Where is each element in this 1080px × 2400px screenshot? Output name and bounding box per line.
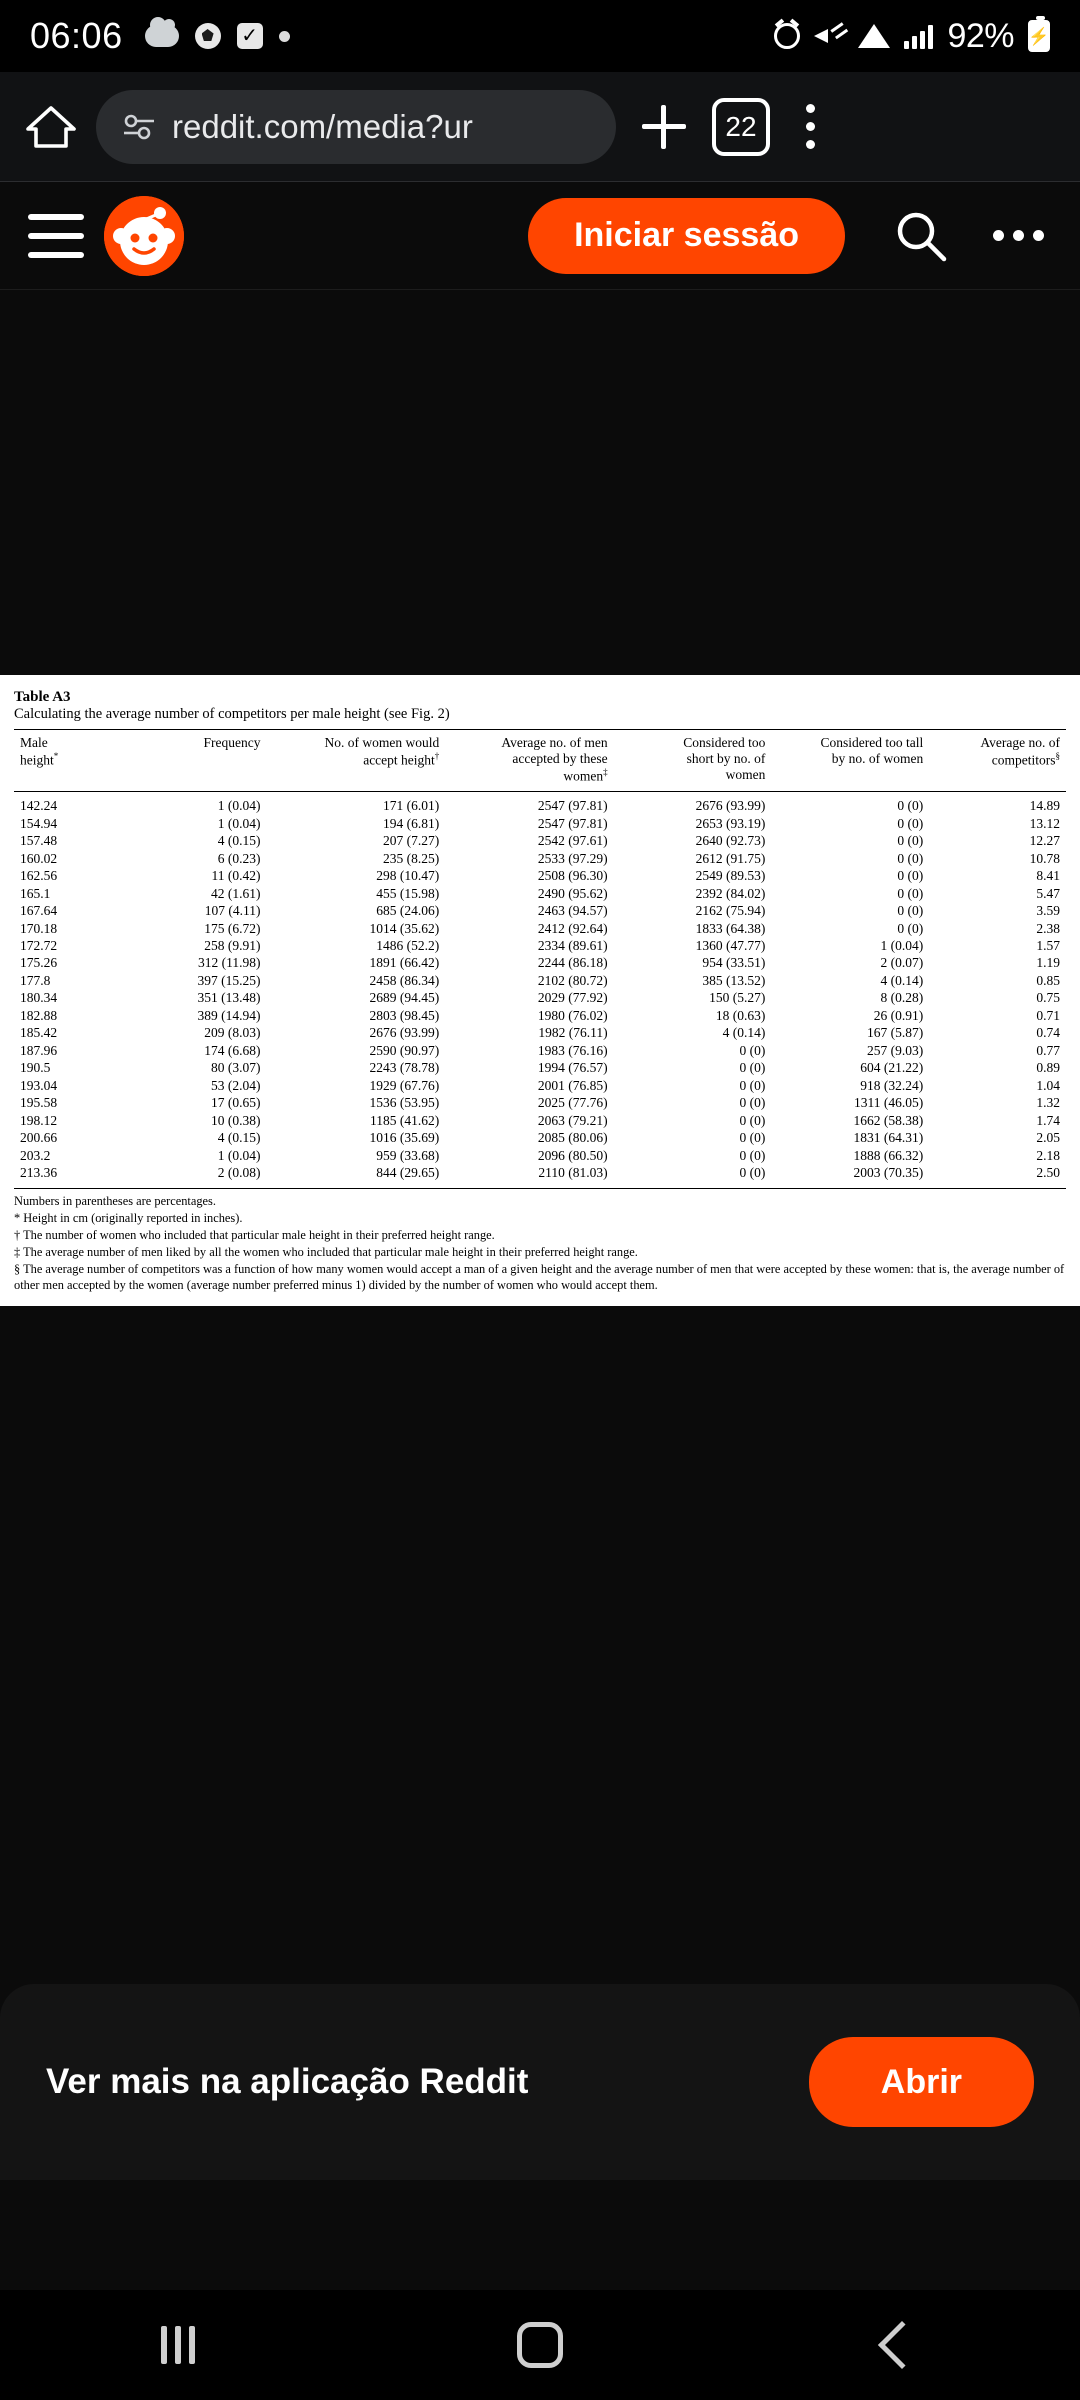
table-row: [14, 815, 1066, 832]
table-cell: 1891 (66.42): [369, 955, 440, 971]
table-cell: 2.38: [1036, 920, 1060, 936]
table-cell: 1 (0.04): [217, 815, 261, 831]
table-cell: 0 (0): [897, 833, 924, 849]
table-cell: 80 (3.07): [210, 1060, 261, 1076]
home-icon[interactable]: [24, 100, 78, 154]
table-header: [14, 730, 1066, 792]
table-cell: 2689 (94.45): [369, 990, 440, 1006]
table-cell: 13.12: [1029, 815, 1060, 831]
table-cell: 1360 (47.77): [695, 938, 766, 954]
table-cell: 1833 (64.38): [695, 920, 766, 936]
app-promo-banner: [0, 1984, 1080, 2180]
col-header-too-tall: Considered too tall by no. of women: [771, 730, 929, 792]
media-viewer[interactable]: [0, 290, 1080, 2290]
table-row: [14, 972, 1066, 989]
table-cell: 2533 (97.29): [537, 850, 608, 866]
status-system-icons: [774, 17, 1050, 56]
table-cell: 1 (0.04): [217, 1147, 261, 1163]
table-cell: 298 (10.47): [376, 868, 440, 884]
plus-icon[interactable]: [634, 97, 694, 157]
col-header-male-height: Male height*: [14, 730, 130, 792]
table-row: [14, 1130, 1066, 1147]
table-cell: 1.74: [1036, 1112, 1060, 1128]
table-row: [14, 1007, 1066, 1024]
table-cell: 171 (6.01): [383, 798, 440, 814]
table-cell: 2102 (80.72): [537, 972, 608, 988]
table-image: [0, 675, 1080, 1306]
table-cell: 11 (0.42): [211, 868, 261, 884]
table-cell: 2542 (97.61): [537, 833, 608, 849]
table-cell: 2025 (77.76): [537, 1095, 608, 1111]
table-cell: 1.04: [1036, 1077, 1060, 1093]
status-clock: 06:06: [30, 15, 123, 56]
table-cell: 2640 (92.73): [695, 833, 766, 849]
table-cell: 0 (0): [739, 1077, 766, 1093]
col-header-too-short: Considered too short by no. of women: [614, 730, 772, 792]
wifi-icon: [858, 24, 890, 48]
battery-icon: ⚡: [1028, 20, 1050, 52]
table-cell: 2463 (94.57): [537, 903, 608, 919]
table-row: [14, 1042, 1066, 1059]
table-cell: 2.05: [1036, 1130, 1060, 1146]
table-title: Table A3: [14, 689, 71, 705]
table-footnote: ‡ The average number of men liked by all the women who included that particular male height in their preferred height range.: [14, 1244, 638, 1259]
table-cell: 187.96: [20, 1042, 58, 1058]
table-cell: 2458 (86.34): [369, 972, 440, 988]
col-header-frequency: Frequency: [130, 730, 267, 792]
table-cell: 844 (29.65): [376, 1165, 440, 1181]
table-cell: 0 (0): [897, 920, 924, 936]
url-text[interactable]: reddit.com/media?ur: [172, 107, 473, 145]
url-bar[interactable]: [96, 90, 616, 164]
table-row: [14, 1060, 1066, 1077]
table-cell: 2612 (91.75): [695, 850, 766, 866]
table-cell: 1.32: [1036, 1095, 1060, 1111]
table-cell: 2029 (77.92): [537, 990, 608, 1006]
table-row: [14, 903, 1066, 920]
col-header-women-accept: No. of women would accept height†: [266, 730, 445, 792]
cloud-icon: [145, 25, 179, 47]
reddit-header: [0, 182, 1080, 290]
table-cell: 175 (6.72): [204, 920, 261, 936]
table-cell: 10.78: [1029, 850, 1060, 866]
table-cell: 42 (1.61): [210, 885, 261, 901]
table-cell: 1016 (35.69): [369, 1130, 440, 1146]
table-cell: 2803 (98.45): [369, 1007, 440, 1023]
table-cell: 0 (0): [739, 1130, 766, 1146]
table-body: [14, 792, 1066, 1188]
table-cell: 0 (0): [897, 903, 924, 919]
dot-icon: [279, 31, 290, 42]
table-cell: 0 (0): [739, 1060, 766, 1076]
table-cell: 107 (4.11): [204, 903, 261, 919]
table-row: [14, 868, 1066, 885]
table-cell: 389 (14.94): [197, 1007, 261, 1023]
table-cell: 1185 (41.62): [370, 1112, 440, 1128]
col-header-men-accepted: Average no. of men accepted by these women‡: [445, 730, 613, 792]
table-cell: 351 (13.48): [197, 990, 261, 1006]
table-cell: 2063 (79.21): [537, 1112, 608, 1128]
table-cell: 180.34: [20, 990, 58, 1006]
table-cell: 0.75: [1036, 990, 1060, 1006]
status-bar: [0, 0, 1080, 72]
kebab-menu-icon[interactable]: [788, 98, 832, 156]
battery-percent-label: 92%: [947, 16, 1014, 55]
table-cell: 12.27: [1029, 833, 1060, 849]
table-footnotes: [14, 1188, 1066, 1294]
status-notification-icons: [145, 23, 290, 49]
table-row: [14, 1077, 1066, 1094]
table-cell: 2508 (96.30): [537, 868, 608, 884]
table-cell: 0.89: [1036, 1060, 1060, 1076]
table-cell: 1983 (76.16): [537, 1042, 608, 1058]
recents-icon[interactable]: [161, 2326, 195, 2364]
table-cell: 4 (0.15): [217, 833, 261, 849]
table-cell: 0.85: [1036, 972, 1060, 988]
table-cell: 2676 (93.99): [369, 1025, 440, 1041]
table-cell: 174 (6.68): [204, 1042, 261, 1058]
table-cell: 0.71: [1036, 1007, 1060, 1023]
table-cell: 954 (33.51): [702, 955, 766, 971]
alarm-icon: [774, 23, 800, 49]
app-promo-text: Ver mais na aplicação Reddit: [46, 2062, 529, 2101]
table-cell: 1 (0.04): [217, 798, 261, 814]
login-button[interactable]: Iniciar sessão: [528, 198, 845, 274]
table-cell: 2490 (95.62): [537, 885, 608, 901]
table-cell: 1.57: [1036, 938, 1060, 954]
table-cell: 1831 (64.31): [853, 1130, 924, 1146]
table-cell: 185.42: [20, 1025, 58, 1041]
table-cell: 182.88: [20, 1007, 58, 1023]
table-cell: 213.36: [20, 1165, 58, 1181]
table-cell: 160.02: [20, 850, 58, 866]
table-row: [14, 1025, 1066, 1042]
table-cell: 190.5: [20, 1060, 51, 1076]
table-cell: 0 (0): [739, 1165, 766, 1181]
table-cell: 2334 (89.61): [537, 938, 608, 954]
table-cell: 157.48: [20, 833, 58, 849]
table-cell: 0 (0): [897, 815, 924, 831]
table-cell: 8 (0.28): [880, 990, 924, 1006]
table-cell: 142.24: [20, 798, 58, 814]
table-cell: 685 (24.06): [376, 903, 440, 919]
table-cell: 1014 (35.62): [369, 920, 440, 936]
table-footnote: * Height in cm (originally reported in inches).: [14, 1210, 243, 1225]
table-cell: 2676 (93.99): [695, 798, 766, 814]
table-cell: 918 (32.24): [860, 1077, 924, 1093]
table-cell: 2244 (86.18): [537, 955, 608, 971]
signal-icon: [904, 23, 933, 49]
table-cell: 167.64: [20, 903, 58, 919]
table-footnote: Numbers in parentheses are percentages.: [14, 1193, 216, 1208]
table-cell: 0 (0): [897, 850, 924, 866]
table-cell: 4 (0.14): [722, 1025, 766, 1041]
table-cell: 455 (15.98): [376, 885, 440, 901]
table-row: [14, 1165, 1066, 1188]
table-cell: 1929 (67.76): [369, 1077, 440, 1093]
table-cell: 0 (0): [739, 1042, 766, 1058]
table-footnote: § The average number of competitors was a function of how many women would accept a man of a given height and the average number of men that were accepted by these women: that is, the average number of other men accepted by the women (average number preferred minus 1) divided by the number of women who would accept them.: [14, 1262, 1065, 1293]
browser-toolbar: [0, 72, 1080, 182]
table-cell: 1982 (76.11): [538, 1025, 608, 1041]
table-cell: 198.12: [20, 1112, 58, 1128]
table-cell: 2 (0.08): [217, 1165, 261, 1181]
table-row: [14, 850, 1066, 867]
system-nav-bar: [0, 2290, 1080, 2400]
table-cell: 604 (21.22): [860, 1060, 924, 1076]
table-row: [14, 955, 1066, 972]
table-cell: 2110 (81.03): [538, 1165, 608, 1181]
reddit-logo-icon[interactable]: [104, 196, 184, 276]
table-cell: 1888 (66.32): [853, 1147, 924, 1163]
table-cell: 1.19: [1036, 955, 1060, 971]
col-header-competitors: Average no. of competitors§: [929, 730, 1066, 792]
home-button-icon[interactable]: [517, 2322, 563, 2368]
more-options-icon[interactable]: [993, 230, 1044, 241]
table-row: [14, 990, 1066, 1007]
table-cell: 2549 (89.53): [695, 868, 766, 884]
table-cell: 18 (0.63): [715, 1007, 766, 1023]
table-cell: 175.26: [20, 955, 58, 971]
data-table: [14, 729, 1066, 1188]
table-row: [14, 833, 1066, 850]
table-cell: 154.94: [20, 815, 58, 831]
table-cell: 2590 (90.97): [369, 1042, 440, 1058]
table-cell: 2.18: [1036, 1147, 1060, 1163]
table-subtitle: Calculating the average number of competitors per male height (see Fig. 2): [14, 706, 450, 722]
table-cell: 2003 (70.35): [853, 1165, 924, 1181]
table-cell: 1311 (46.05): [853, 1095, 924, 1111]
table-cell: 4 (0.14): [880, 972, 924, 988]
table-cell: 258 (9.91): [204, 938, 261, 954]
table-cell: 235 (8.25): [383, 850, 440, 866]
table-cell: 1 (0.04): [880, 938, 924, 954]
table-cell: 10 (0.38): [210, 1112, 261, 1128]
table-cell: 195.58: [20, 1095, 58, 1111]
table-cell: 1662 (58.38): [853, 1112, 924, 1128]
table-cell: 207 (7.27): [383, 833, 440, 849]
table-cell: 172.72: [20, 938, 58, 954]
table-header-row: [14, 730, 1066, 792]
table-cell: 53 (2.04): [210, 1077, 261, 1093]
table-row: [14, 885, 1066, 902]
table-cell: 2001 (76.85): [537, 1077, 608, 1093]
table-cell: 2653 (93.19): [695, 815, 766, 831]
table-cell: 150 (5.27): [709, 990, 766, 1006]
table-row: [14, 1112, 1066, 1129]
table-cell: 26 (0.91): [873, 1007, 924, 1023]
table-cell: 2547 (97.81): [537, 798, 608, 814]
table-cell: 385 (13.52): [702, 972, 766, 988]
site-settings-icon[interactable]: [122, 114, 156, 140]
table-cell: 1994 (76.57): [537, 1060, 608, 1076]
search-icon[interactable]: [893, 208, 949, 264]
table-cell: 194 (6.81): [383, 815, 440, 831]
table-cell: 1486 (52.2): [376, 938, 440, 954]
table-cell: 177.8: [20, 972, 51, 988]
table-cell: 397 (15.25): [197, 972, 261, 988]
table-row: [14, 1095, 1066, 1112]
table-cell: 6 (0.23): [217, 850, 261, 866]
table-cell: 165.1: [20, 885, 51, 901]
table-cell: 17 (0.65): [210, 1095, 261, 1111]
table-cell: 1980 (76.02): [537, 1007, 608, 1023]
table-cell: 0 (0): [739, 1112, 766, 1128]
table-cell: 2162 (75.94): [695, 903, 766, 919]
table-cell: 0 (0): [897, 885, 924, 901]
table-cell: 2392 (84.02): [695, 885, 766, 901]
table-cell: 170.18: [20, 920, 58, 936]
mute-icon: [814, 23, 844, 49]
table-cell: 209 (8.03): [204, 1025, 261, 1041]
table-cell: 0.77: [1036, 1042, 1060, 1058]
table-cell: 162.56: [20, 868, 58, 884]
table-row: [14, 920, 1066, 937]
soccer-ball-icon: [195, 23, 221, 49]
table-cell: 257 (9.03): [866, 1042, 924, 1058]
table-cell: 167 (5.87): [866, 1025, 924, 1041]
open-app-button[interactable]: Abrir: [809, 2037, 1034, 2127]
table-cell: 4 (0.15): [217, 1130, 261, 1146]
table-cell: 312 (11.98): [197, 955, 261, 971]
table-cell: 2085 (80.06): [537, 1130, 608, 1146]
table-cell: 0.74: [1036, 1025, 1060, 1041]
table-cell: 14.89: [1029, 798, 1060, 814]
table-row: [14, 938, 1066, 955]
table-cell: 2.50: [1036, 1165, 1060, 1181]
table-cell: 193.04: [20, 1077, 58, 1093]
table-cell: 2 (0.07): [880, 955, 924, 971]
table-cell: 959 (33.68): [376, 1147, 440, 1163]
checkbox-icon: ✓: [237, 23, 263, 49]
table-cell: 200.66: [20, 1130, 58, 1146]
table-cell: 2412 (92.64): [537, 920, 608, 936]
tab-count-button[interactable]: 22: [712, 98, 770, 156]
table-cell: 2547 (97.81): [537, 815, 608, 831]
table-cell: 0 (0): [739, 1095, 766, 1111]
table-row: [14, 1147, 1066, 1164]
table-footnote: † The number of women who included that particular male height in their preferred height range.: [14, 1227, 495, 1242]
table-cell: 0 (0): [739, 1147, 766, 1163]
table-cell: 0 (0): [897, 868, 924, 884]
table-cell: 3.59: [1036, 903, 1060, 919]
table-cell: 8.41: [1036, 868, 1060, 884]
table-cell: 2096 (80.50): [537, 1147, 608, 1163]
back-button-icon[interactable]: [878, 2321, 926, 2369]
table-cell: 1536 (53.95): [369, 1095, 440, 1111]
table-row: [14, 792, 1066, 815]
table-cell: 0 (0): [897, 798, 924, 814]
table-cell: 203.2: [20, 1147, 51, 1163]
table-cell: 5.47: [1036, 885, 1060, 901]
table-cell: 2243 (78.78): [369, 1060, 440, 1076]
hamburger-icon[interactable]: [28, 214, 84, 258]
